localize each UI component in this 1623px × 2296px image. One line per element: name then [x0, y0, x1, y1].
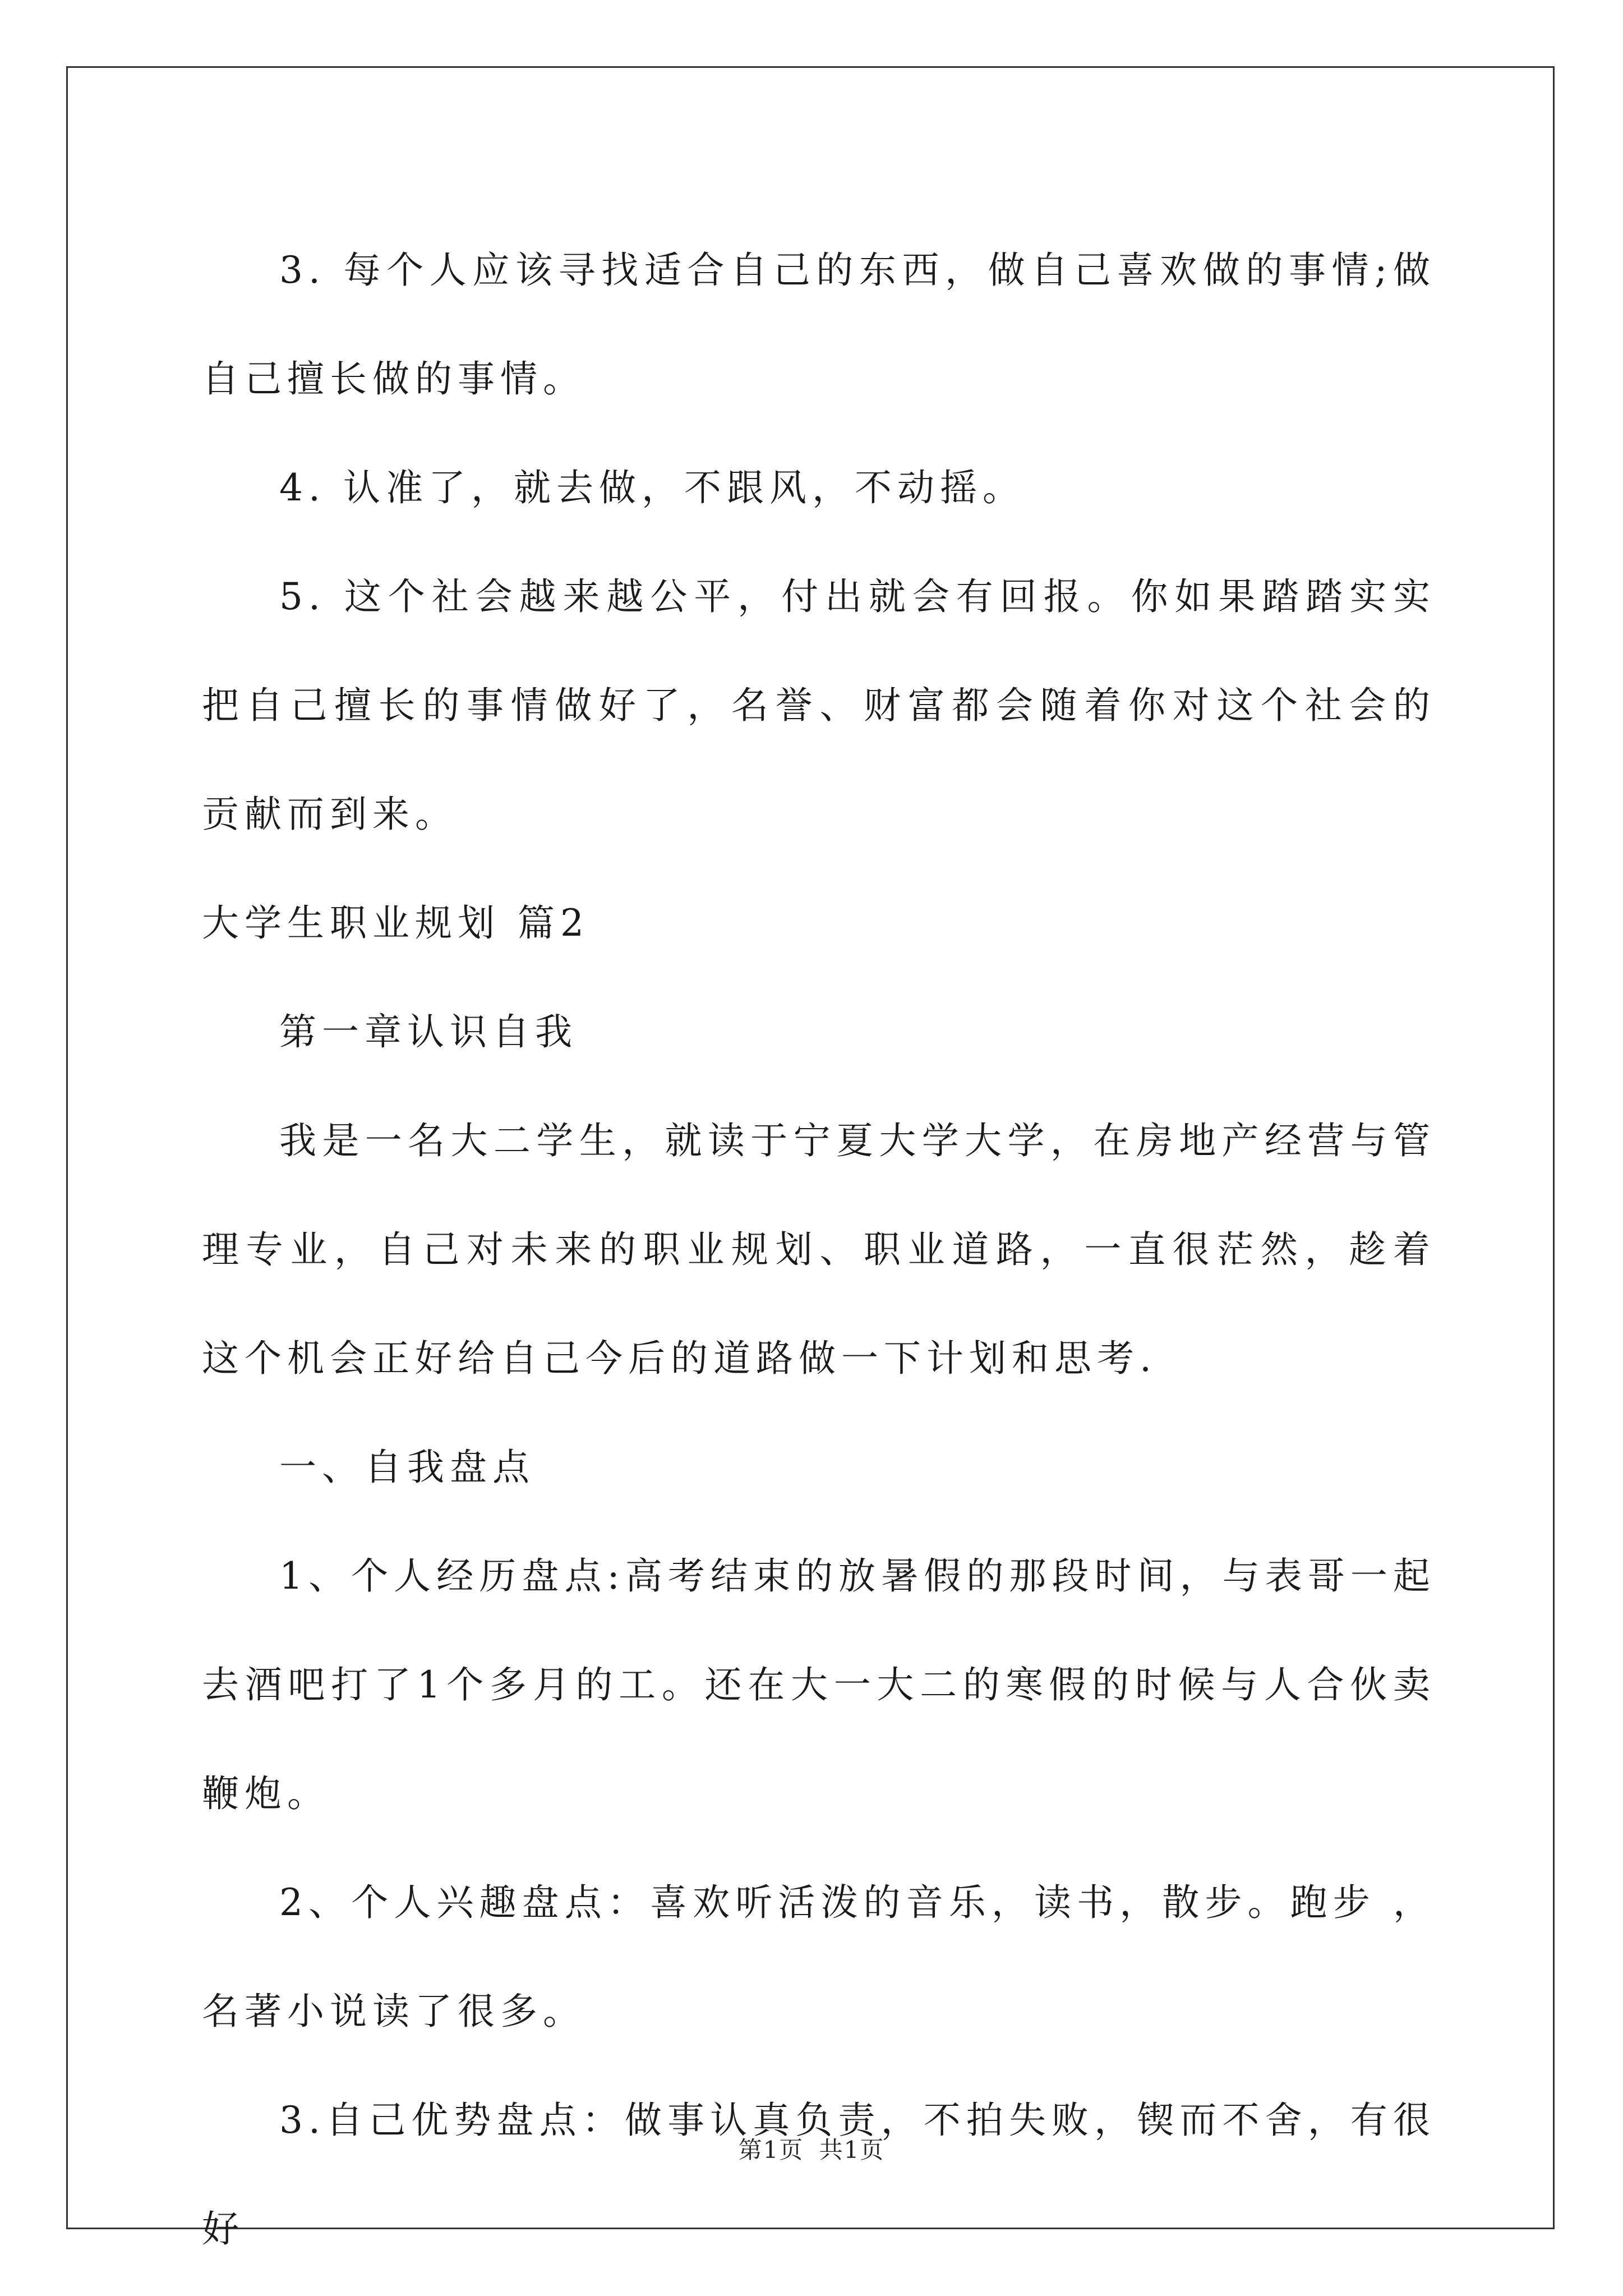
- intro-paragraph: 我是一名大二学生，就读于宁夏大学大学，在房地产经营与管理专业，自己对未来的职业规划、职业道路，一直很茫然，趁着这个机会正好给自己今后的道路做一下计划和思考.: [202, 1119, 1436, 1380]
- document-body: [202, 216, 1436, 2284]
- interest-paragraph: 2、个人兴趣盘点：喜欢听活泼的音乐，读书，散步。跑步 ，名著小说读了很多。: [202, 1881, 1436, 2033]
- page-total: 共1页: [819, 2136, 885, 2164]
- page-number: 第1页: [738, 2136, 804, 2164]
- strength-paragraph: 3.自己优势盘点：做事认真负责，不拍失败，锲而不舍，有很好: [202, 2099, 1436, 2251]
- section-heading: 大学生职业规划 篇2: [202, 901, 589, 945]
- paragraph-item-5: 5. 这个社会越来越公平，付出就会有回报。你如果踏踏实实把自己擅长的事情做好了，名誉、财富都会随着你对这个社会的贡献而到来。: [202, 575, 1436, 836]
- experience-paragraph: 1、个人经历盘点:高考结束的放暑假的那段时间，与表哥一起去酒吧打了1个多月的工。还在大一大二的寒假的时候与人合伙卖鞭炮。: [202, 1554, 1436, 1815]
- chapter-title: 第一章认识自我: [279, 1010, 578, 1053]
- paragraph-item-3: 3. 每个人应该寻找适合自己的东西，做自己喜欢做的事情;做自己擅长做的事情。: [202, 249, 1436, 401]
- subsection-heading: 一、自我盘点: [279, 1446, 535, 1489]
- page-footer: [0, 2132, 1623, 2165]
- paragraph-item-4: 4. 认准了，就去做，不跟风，不动摇。: [279, 466, 1025, 509]
